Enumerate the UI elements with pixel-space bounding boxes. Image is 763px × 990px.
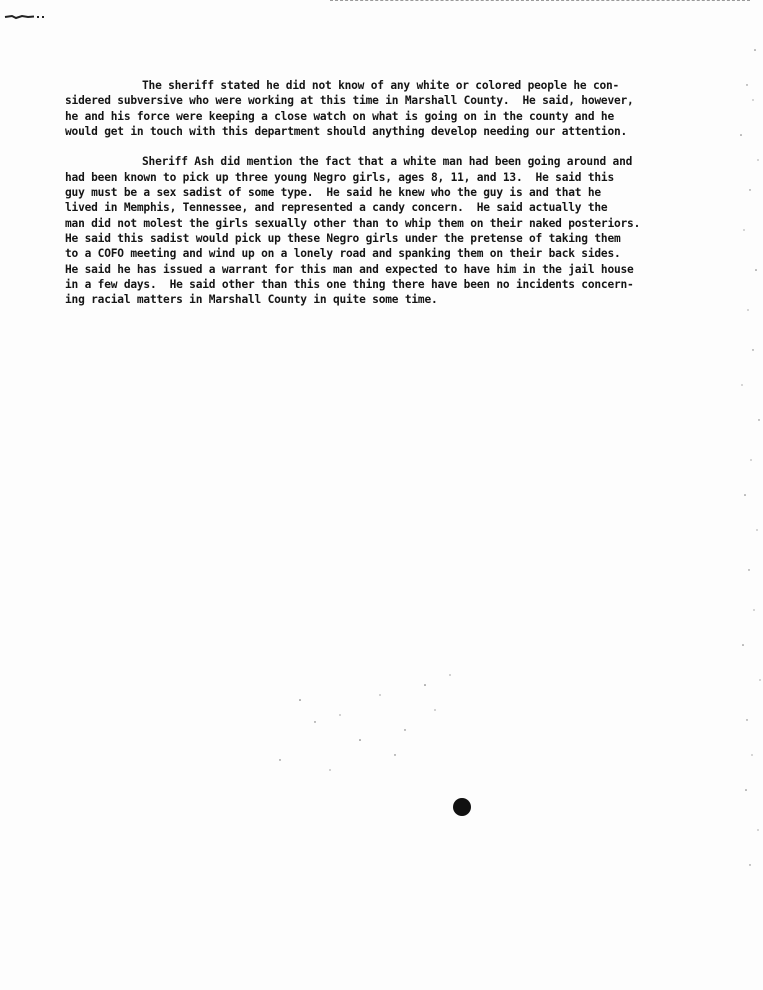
text-line: He said this sadist would pick up these Negro girls under the pretense of taking them [65,231,621,245]
text-line: he and his force were keeping a close watch on what is going on in the county and he [65,109,614,123]
text-line: Sheriff Ash did mention the fact that a white man had been going around and [142,155,633,169]
corner-scan-mark [4,14,46,20]
text-line: The sheriff stated he did not know of any white or colored people he con- [142,79,620,92]
text-line: guy must be a sex sadist of some type. He said he knew who the guy is and that he [65,186,601,200]
text-line: man did not molest the girls sexually other than to whip them on their naked posteriors. [65,216,641,230]
text-line: sidered subversive who were working at this time in Marshall County. He said, however, [65,94,634,108]
paragraph-sheriff-ash [65,154,755,307]
text-line: lived in Memphis, Tennessee, and represented a candy concern. He said actually the [65,201,608,215]
paragraph-sheriff-statement [65,78,755,139]
text-line: He said he has issued a warrant for this man and expected to have him in the jail house [65,262,634,276]
scan-noise-lower-middle [220,660,480,800]
text-line: ing racial matters in Marshall County in quite some time. [65,293,438,307]
text-line: to a COFO meeting and wind up on a lonely road and spanking them on their back sides. [65,247,621,261]
report-body [65,78,755,323]
top-border-rule [330,0,750,1]
text-line: in a few days. He said other than this one thing there have been no incidents concern- [65,277,634,291]
scan-noise-right-edge [703,40,763,900]
text-line: had been known to pick up three young Negro girls, ages 8, 11, and 13. He said this [65,170,614,184]
text-line: would get in touch with this department should anything develop needing our attention. [65,124,628,138]
ink-blot [453,798,471,816]
